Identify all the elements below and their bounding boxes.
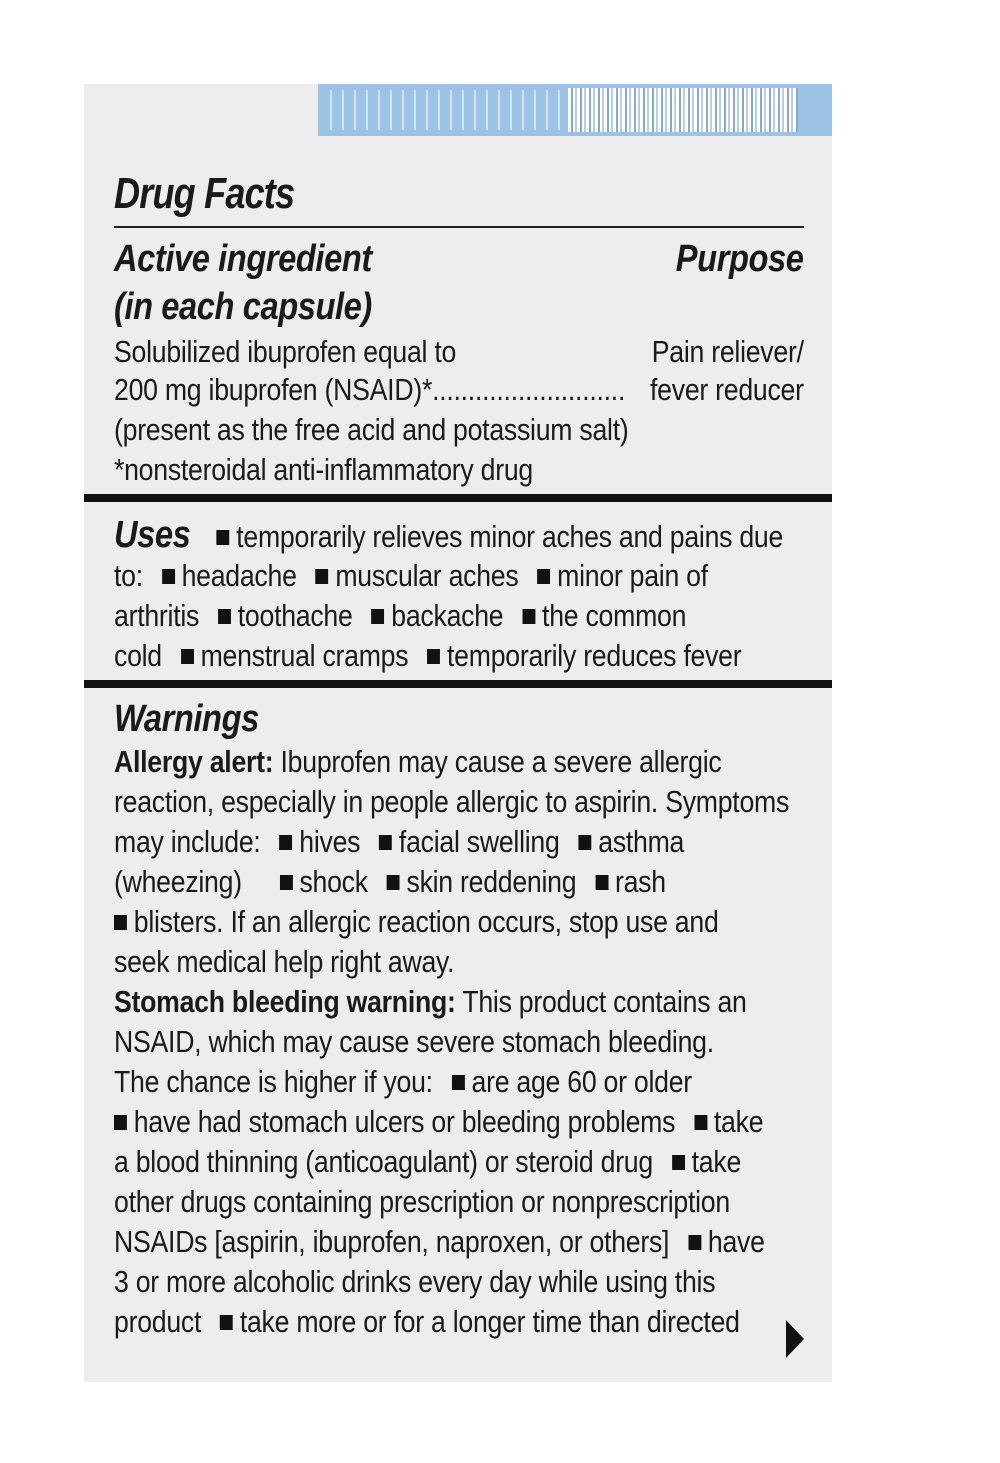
symptom-item: rash <box>614 864 666 899</box>
stomach-line-4 <box>114 1106 763 1137</box>
stomach-line-9 <box>114 1306 740 1337</box>
allergy-line-4 <box>114 866 666 897</box>
risk-item: are age 60 or older <box>471 1064 692 1099</box>
stomach-text: product <box>114 1304 202 1339</box>
use-item: backache <box>391 598 504 633</box>
stomach-line-5 <box>114 1146 741 1177</box>
risk-item: take <box>713 1104 764 1139</box>
use-item: toothache <box>237 598 353 633</box>
stomach-text: The chance is higher if you: <box>114 1064 433 1099</box>
uses-line-1 <box>114 516 783 554</box>
uses-line-2 <box>114 560 708 591</box>
active-ingredient-subheader: (in each capsule) <box>114 286 372 328</box>
use-item: headache <box>181 558 297 593</box>
bullet-square-icon <box>220 1315 233 1330</box>
ingredient-line-1: Solubilized ibuprofen equal to <box>114 334 457 369</box>
active-ingredient-section <box>114 240 804 500</box>
allergy-line-6: seek medical help right away. <box>114 944 455 979</box>
drug-facts-title-wrap <box>114 169 804 218</box>
active-ingredient-header: Active ingredient <box>114 238 372 280</box>
stomach-text: a blood thinning (anticoagulant) or steroid drug <box>114 1144 653 1179</box>
use-item: the common <box>542 598 687 633</box>
stomach-warning-label: Stomach bleeding warning: <box>114 984 456 1019</box>
use-item: cold <box>114 638 162 673</box>
risk-item: take <box>691 1144 742 1179</box>
risk-item: have <box>707 1224 765 1259</box>
bullet-square-icon <box>522 609 535 624</box>
stomach-line-7 <box>114 1226 765 1257</box>
allergy-line-5 <box>114 906 719 937</box>
bullet-square-icon <box>279 835 292 850</box>
bullet-square-icon <box>181 649 194 664</box>
stomach-text: This product contains an <box>462 984 747 1019</box>
bullet-square-icon <box>387 875 400 890</box>
section-divider-1 <box>84 494 832 502</box>
bullet-square-icon <box>216 530 229 545</box>
bullet-square-icon <box>452 1075 465 1090</box>
stomach-line-8: 3 or more alcoholic drinks every day while using this <box>114 1264 716 1299</box>
symptom-item: hives <box>299 824 361 859</box>
stomach-line-2: NSAID, which may cause severe stomach bleeding. <box>114 1024 714 1059</box>
uses-label: Uses <box>114 514 191 556</box>
drug-facts-title: Drug Facts <box>114 169 295 218</box>
bullet-square-icon <box>427 649 440 664</box>
title-rule <box>114 226 804 228</box>
uses-intro: temporarily relieves minor aches and pains due <box>236 519 784 554</box>
bullet-square-icon <box>694 1115 707 1130</box>
bullet-square-icon <box>688 1235 701 1250</box>
ingredient-dose: 200 mg ibuprofen (NSAID)* <box>114 372 433 407</box>
allergy-text: Ibuprofen may cause a severe allergic <box>280 744 722 779</box>
section-divider-2 <box>84 680 832 688</box>
use-item: muscular aches <box>335 558 519 593</box>
uses-to: to: <box>114 558 143 593</box>
allergy-alert-label: Allergy alert: <box>114 744 274 779</box>
allergy-line-1 <box>114 746 721 777</box>
bullet-square-icon <box>372 609 385 624</box>
purpose-line-1: Pain reliever/ <box>652 334 804 369</box>
bullet-square-icon <box>537 569 550 584</box>
bullet-square-icon <box>379 835 392 850</box>
bullet-square-icon <box>114 915 127 930</box>
allergy-text: may include: <box>114 824 261 859</box>
risk-item: take more or for a longer time than directed <box>239 1304 740 1339</box>
symptom-item: (wheezing) <box>114 864 242 899</box>
allergy-line-2: reaction, especially in people allergic to aspirin. Symptoms <box>114 784 790 819</box>
bullet-square-icon <box>218 609 231 624</box>
symptom-item: asthma <box>598 824 685 859</box>
bullet-square-icon <box>280 875 293 890</box>
use-item: arthritis <box>114 598 200 633</box>
symptom-item: skin reddening <box>406 864 577 899</box>
flap-printed-text <box>330 90 560 130</box>
symptom-item: facial swelling <box>398 824 560 859</box>
symptom-item: blisters. If an allergic reaction occurs, stop use and <box>133 904 719 939</box>
ingredient-line-3: (present as the free acid and potassium salt) <box>114 412 629 447</box>
use-item: menstrual cramps <box>200 638 409 673</box>
uses-section <box>114 516 804 676</box>
warnings-section <box>114 700 804 1360</box>
symptom-item: shock <box>299 864 368 899</box>
bullet-square-icon <box>595 875 608 890</box>
stomach-line-3 <box>114 1066 692 1097</box>
barcode <box>568 88 798 132</box>
allergy-line-3 <box>114 826 684 857</box>
ingredient-line-2 <box>114 374 625 405</box>
purpose-header: Purpose <box>676 238 804 280</box>
stomach-line-1 <box>114 986 747 1017</box>
stomach-text: NSAIDs [aspirin, ibuprofen, naproxen, or others] <box>114 1224 670 1259</box>
bullet-square-icon <box>114 1115 127 1130</box>
uses-line-4 <box>114 640 741 671</box>
ingredient-footnote: *nonsteroidal anti-inflammatory drug <box>114 452 533 487</box>
bullet-square-icon <box>316 569 329 584</box>
bullet-square-icon <box>162 569 175 584</box>
purpose-line-2: fever reducer <box>650 372 804 407</box>
risk-item: have had stomach ulcers or bleeding problems <box>133 1104 676 1139</box>
bullet-square-icon <box>578 835 591 850</box>
bullet-square-icon <box>672 1155 685 1170</box>
stomach-line-6: other drugs containing prescription or nonprescription <box>114 1184 730 1219</box>
warnings-header: Warnings <box>114 698 259 740</box>
leader-dots: ........................... <box>432 372 626 407</box>
use-item: minor pain of <box>557 558 708 593</box>
use-item: temporarily reduces fever <box>447 638 742 673</box>
continue-arrow-icon <box>786 1320 804 1358</box>
uses-line-3 <box>114 600 686 631</box>
